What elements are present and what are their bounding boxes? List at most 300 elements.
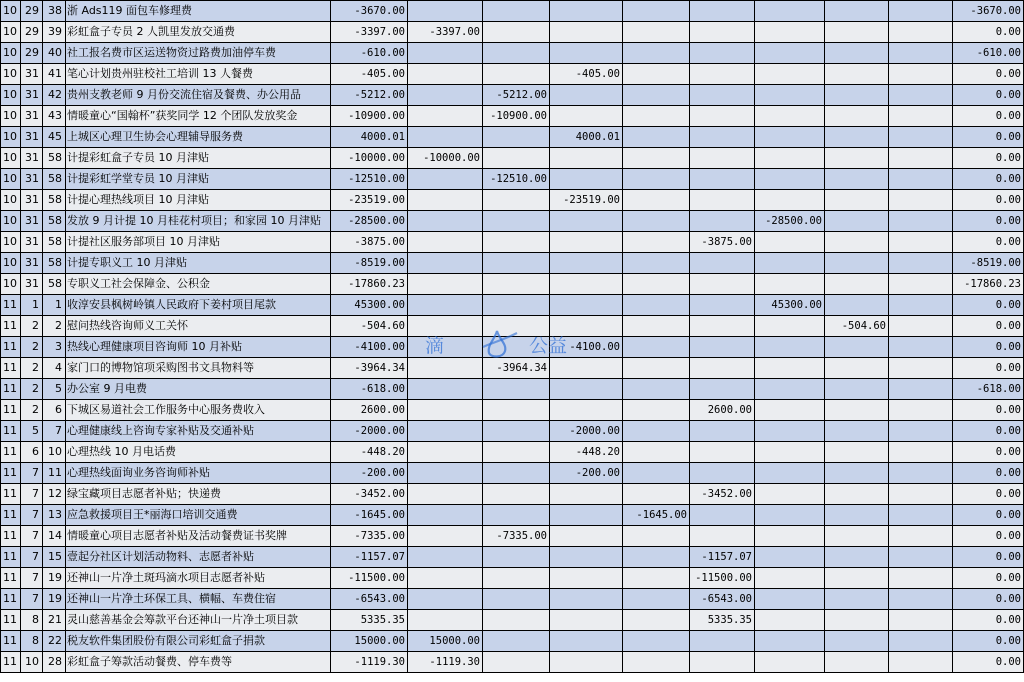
community-cell: [690, 43, 755, 64]
summary-cell: 彩虹盒子筹款活动餐费、停车费等: [66, 652, 331, 673]
amount-cell: -28500.00: [331, 211, 408, 232]
emergency-cell: [623, 169, 690, 190]
psych-hotline-cell: [550, 1, 623, 22]
community-cell: [690, 295, 755, 316]
village-project-cell: [755, 169, 825, 190]
village-project-cell: [755, 589, 825, 610]
rainbow-box-cell: [408, 232, 483, 253]
amount-cell: -17860.23: [331, 274, 408, 295]
month-cell: 11: [1, 316, 21, 337]
volunteer-care-cell: [825, 1, 889, 22]
rainbow-school-cell: -10900.00: [483, 106, 550, 127]
day-cell: 7: [21, 568, 43, 589]
summary-cell: 绿宝藏项目志愿者补贴；快递费: [66, 484, 331, 505]
volunteer-care-cell: [825, 400, 889, 421]
day-cell: 31: [21, 274, 43, 295]
month-cell: 10: [1, 106, 21, 127]
other-project-cell: [889, 505, 953, 526]
amount-cell: -1119.30: [331, 652, 408, 673]
summary-cell: 计提彩虹学堂专员 10 月津贴: [66, 169, 331, 190]
day-cell: 31: [21, 127, 43, 148]
rainbow-school-cell: [483, 232, 550, 253]
balance-cell: 0.00: [953, 463, 1024, 484]
voucher-cell: 14: [43, 526, 66, 547]
psych-hotline-cell: -2000.00: [550, 421, 623, 442]
voucher-cell: 41: [43, 64, 66, 85]
month-cell: 11: [1, 547, 21, 568]
village-project-cell: [755, 64, 825, 85]
rainbow-school-cell: [483, 148, 550, 169]
other-project-cell: [889, 568, 953, 589]
emergency-cell: [623, 484, 690, 505]
rainbow-box-cell: [408, 526, 483, 547]
community-cell: -11500.00: [690, 568, 755, 589]
rainbow-school-cell: [483, 190, 550, 211]
month-cell: 10: [1, 1, 21, 22]
village-project-cell: [755, 274, 825, 295]
table-row: [1, 568, 1024, 589]
rainbow-school-cell: [483, 631, 550, 652]
other-project-cell: [889, 64, 953, 85]
emergency-cell: [623, 400, 690, 421]
community-cell: [690, 442, 755, 463]
community-cell: [690, 211, 755, 232]
other-project-cell: [889, 484, 953, 505]
village-project-cell: [755, 232, 825, 253]
psych-hotline-cell: [550, 274, 623, 295]
community-cell: [690, 631, 755, 652]
village-project-cell: 45300.00: [755, 295, 825, 316]
amount-cell: -1157.07: [331, 547, 408, 568]
summary-cell: 计提彩虹盒子专员 10 月津贴: [66, 148, 331, 169]
summary-cell: 还神山一片净土斑玛滴水项目志愿者补贴: [66, 568, 331, 589]
summary-cell: 发放 9 月计提 10 月桂花村项目；和家园 10 月津贴: [66, 211, 331, 232]
village-project-cell: [755, 526, 825, 547]
psych-hotline-cell: [550, 43, 623, 64]
psych-hotline-cell: [550, 316, 623, 337]
day-cell: 2: [21, 337, 43, 358]
emergency-cell: [623, 442, 690, 463]
day-cell: 31: [21, 169, 43, 190]
emergency-cell: [623, 106, 690, 127]
psych-hotline-cell: -200.00: [550, 463, 623, 484]
emergency-cell: [623, 274, 690, 295]
other-project-cell: [889, 610, 953, 631]
table-row: [1, 127, 1024, 148]
table-row: [1, 106, 1024, 127]
summary-cell: 情暖童心项目志愿者补贴及活动餐费证书奖牌: [66, 526, 331, 547]
other-project-cell: [889, 547, 953, 568]
psych-hotline-cell: [550, 652, 623, 673]
psych-hotline-cell: -4100.00: [550, 337, 623, 358]
day-cell: 31: [21, 190, 43, 211]
amount-cell: -4100.00: [331, 337, 408, 358]
volunteer-care-cell: [825, 211, 889, 232]
summary-cell: 计提社区服务部项目 10 月津贴: [66, 232, 331, 253]
table-row: [1, 1, 1024, 22]
voucher-cell: 28: [43, 652, 66, 673]
summary-cell: 笔心计划贵州驻校社工培训 13 人餐费: [66, 64, 331, 85]
village-project-cell: [755, 505, 825, 526]
rainbow-school-cell: [483, 64, 550, 85]
amount-cell: -10900.00: [331, 106, 408, 127]
rainbow-school-cell: [483, 463, 550, 484]
balance-cell: -8519.00: [953, 253, 1024, 274]
table-row: [1, 484, 1024, 505]
psych-hotline-cell: -448.20: [550, 442, 623, 463]
village-project-cell: [755, 85, 825, 106]
amount-cell: -6543.00: [331, 589, 408, 610]
other-project-cell: [889, 169, 953, 190]
amount-cell: -3964.34: [331, 358, 408, 379]
table-row: [1, 631, 1024, 652]
month-cell: 11: [1, 526, 21, 547]
day-cell: 2: [21, 358, 43, 379]
day-cell: 29: [21, 22, 43, 43]
community-cell: -1157.07: [690, 547, 755, 568]
balance-cell: 0.00: [953, 442, 1024, 463]
volunteer-care-cell: [825, 442, 889, 463]
table-row: [1, 358, 1024, 379]
balance-cell: -618.00: [953, 379, 1024, 400]
voucher-cell: 6: [43, 400, 66, 421]
psych-hotline-cell: [550, 400, 623, 421]
village-project-cell: -28500.00: [755, 211, 825, 232]
community-cell: [690, 169, 755, 190]
rainbow-school-cell: [483, 337, 550, 358]
amount-cell: -1645.00: [331, 505, 408, 526]
volunteer-care-cell: [825, 526, 889, 547]
voucher-cell: 15: [43, 547, 66, 568]
community-cell: [690, 64, 755, 85]
other-project-cell: [889, 127, 953, 148]
village-project-cell: [755, 442, 825, 463]
community-cell: [690, 505, 755, 526]
month-cell: 11: [1, 400, 21, 421]
community-cell: [690, 337, 755, 358]
amount-cell: -610.00: [331, 43, 408, 64]
summary-cell: 税友软件集团股份有限公司彩虹盒子捐款: [66, 631, 331, 652]
balance-cell: 0.00: [953, 148, 1024, 169]
amount-cell: -405.00: [331, 64, 408, 85]
village-project-cell: [755, 358, 825, 379]
volunteer-care-cell: [825, 22, 889, 43]
other-project-cell: [889, 148, 953, 169]
day-cell: 7: [21, 526, 43, 547]
month-cell: 11: [1, 568, 21, 589]
amount-cell: -618.00: [331, 379, 408, 400]
other-project-cell: [889, 190, 953, 211]
balance-cell: 0.00: [953, 589, 1024, 610]
psych-hotline-cell: [550, 589, 623, 610]
day-cell: 7: [21, 589, 43, 610]
voucher-cell: 22: [43, 631, 66, 652]
volunteer-care-cell: [825, 253, 889, 274]
month-cell: 10: [1, 64, 21, 85]
rainbow-school-cell: -7335.00: [483, 526, 550, 547]
table-row: [1, 64, 1024, 85]
day-cell: 8: [21, 610, 43, 631]
village-project-cell: [755, 148, 825, 169]
emergency-cell: [623, 127, 690, 148]
community-cell: [690, 274, 755, 295]
day-cell: 29: [21, 1, 43, 22]
table-row: [1, 85, 1024, 106]
voucher-cell: 58: [43, 190, 66, 211]
amount-cell: 2600.00: [331, 400, 408, 421]
rainbow-box-cell: [408, 295, 483, 316]
village-project-cell: [755, 400, 825, 421]
emergency-cell: [623, 652, 690, 673]
balance-cell: 0.00: [953, 652, 1024, 673]
balance-cell: -610.00: [953, 43, 1024, 64]
table-row: [1, 316, 1024, 337]
voucher-cell: 58: [43, 148, 66, 169]
rainbow-box-cell: [408, 316, 483, 337]
psych-hotline-cell: [550, 295, 623, 316]
psych-hotline-cell: [550, 22, 623, 43]
rainbow-box-cell: 15000.00: [408, 631, 483, 652]
balance-cell: -17860.23: [953, 274, 1024, 295]
voucher-cell: 11: [43, 463, 66, 484]
summary-cell: 灵山慈善基金会筹款平台还神山一片净土项目款: [66, 610, 331, 631]
amount-cell: -448.20: [331, 442, 408, 463]
community-cell: [690, 148, 755, 169]
amount-cell: -3397.00: [331, 22, 408, 43]
table-row: [1, 253, 1024, 274]
psych-hotline-cell: [550, 505, 623, 526]
day-cell: 8: [21, 631, 43, 652]
balance-cell: 0.00: [953, 568, 1024, 589]
psych-hotline-cell: [550, 232, 623, 253]
month-cell: 11: [1, 358, 21, 379]
other-project-cell: [889, 1, 953, 22]
village-project-cell: [755, 547, 825, 568]
volunteer-care-cell: -504.60: [825, 316, 889, 337]
summary-cell: 家门口的博物馆项采购图书文具物料等: [66, 358, 331, 379]
volunteer-care-cell: [825, 484, 889, 505]
summary-cell: 热线心理健康项目咨询师 10 月补贴: [66, 337, 331, 358]
community-cell: -3452.00: [690, 484, 755, 505]
rainbow-box-cell: [408, 358, 483, 379]
voucher-cell: 38: [43, 1, 66, 22]
other-project-cell: [889, 400, 953, 421]
day-cell: 2: [21, 400, 43, 421]
rainbow-box-cell: [408, 379, 483, 400]
volunteer-care-cell: [825, 379, 889, 400]
voucher-cell: 2: [43, 316, 66, 337]
table-row: [1, 274, 1024, 295]
day-cell: 31: [21, 106, 43, 127]
summary-cell: 办公室 9 月电费: [66, 379, 331, 400]
rainbow-school-cell: -12510.00: [483, 169, 550, 190]
day-cell: 31: [21, 232, 43, 253]
volunteer-care-cell: [825, 421, 889, 442]
rainbow-box-cell: [408, 253, 483, 274]
summary-cell: 贵州支教老师 9 月份交流住宿及餐费、办公用品: [66, 85, 331, 106]
balance-cell: 0.00: [953, 316, 1024, 337]
other-project-cell: [889, 43, 953, 64]
emergency-cell: [623, 568, 690, 589]
balance-cell: 0.00: [953, 169, 1024, 190]
voucher-cell: 42: [43, 85, 66, 106]
volunteer-care-cell: [825, 127, 889, 148]
voucher-cell: 58: [43, 169, 66, 190]
emergency-cell: [623, 22, 690, 43]
other-project-cell: [889, 421, 953, 442]
month-cell: 11: [1, 337, 21, 358]
amount-cell: -2000.00: [331, 421, 408, 442]
table-row: [1, 295, 1024, 316]
rainbow-school-cell: [483, 652, 550, 673]
emergency-cell: [623, 148, 690, 169]
rainbow-box-cell: [408, 337, 483, 358]
volunteer-care-cell: [825, 169, 889, 190]
balance-cell: 0.00: [953, 295, 1024, 316]
amount-cell: 45300.00: [331, 295, 408, 316]
other-project-cell: [889, 274, 953, 295]
emergency-cell: [623, 358, 690, 379]
summary-cell: 心理健康线上咨询专家补贴及交通补贴: [66, 421, 331, 442]
rainbow-box-cell: [408, 1, 483, 22]
day-cell: 2: [21, 316, 43, 337]
table-row: [1, 43, 1024, 64]
voucher-cell: 45: [43, 127, 66, 148]
rainbow-school-cell: [483, 505, 550, 526]
volunteer-care-cell: [825, 337, 889, 358]
table-row: [1, 22, 1024, 43]
rainbow-box-cell: [408, 505, 483, 526]
emergency-cell: [623, 43, 690, 64]
month-cell: 11: [1, 421, 21, 442]
village-project-cell: [755, 463, 825, 484]
village-project-cell: [755, 190, 825, 211]
table-row: [1, 211, 1024, 232]
volunteer-care-cell: [825, 85, 889, 106]
rainbow-school-cell: [483, 22, 550, 43]
emergency-cell: [623, 253, 690, 274]
emergency-cell: [623, 463, 690, 484]
community-cell: [690, 85, 755, 106]
voucher-cell: 7: [43, 421, 66, 442]
volunteer-care-cell: [825, 547, 889, 568]
month-cell: 11: [1, 484, 21, 505]
volunteer-care-cell: [825, 64, 889, 85]
rainbow-box-cell: [408, 589, 483, 610]
month-cell: 10: [1, 253, 21, 274]
psych-hotline-cell: [550, 85, 623, 106]
village-project-cell: [755, 568, 825, 589]
village-project-cell: [755, 610, 825, 631]
summary-cell: 壹起分社区计划活动物料、志愿者补贴: [66, 547, 331, 568]
month-cell: 11: [1, 589, 21, 610]
day-cell: 1: [21, 295, 43, 316]
other-project-cell: [889, 337, 953, 358]
village-project-cell: [755, 379, 825, 400]
psych-hotline-cell: -405.00: [550, 64, 623, 85]
rainbow-box-cell: [408, 610, 483, 631]
voucher-cell: 58: [43, 211, 66, 232]
volunteer-care-cell: [825, 589, 889, 610]
emergency-cell: [623, 64, 690, 85]
voucher-cell: 4: [43, 358, 66, 379]
rainbow-box-cell: [408, 43, 483, 64]
summary-cell: 收淳安县枫树岭镇人民政府下姜村项目尾款: [66, 295, 331, 316]
amount-cell: 15000.00: [331, 631, 408, 652]
voucher-cell: 19: [43, 568, 66, 589]
other-project-cell: [889, 652, 953, 673]
emergency-cell: [623, 589, 690, 610]
emergency-cell: [623, 316, 690, 337]
volunteer-care-cell: [825, 652, 889, 673]
month-cell: 11: [1, 610, 21, 631]
balance-cell: 0.00: [953, 421, 1024, 442]
emergency-cell: [623, 295, 690, 316]
month-cell: 11: [1, 295, 21, 316]
community-cell: -6543.00: [690, 589, 755, 610]
balance-cell: 0.00: [953, 232, 1024, 253]
day-cell: 29: [21, 43, 43, 64]
voucher-cell: 10: [43, 442, 66, 463]
other-project-cell: [889, 106, 953, 127]
summary-cell: 浙 Ads119 面包车修理费: [66, 1, 331, 22]
rainbow-school-cell: [483, 316, 550, 337]
balance-cell: 0.00: [953, 85, 1024, 106]
community-cell: 5335.35: [690, 610, 755, 631]
psych-hotline-cell: [550, 148, 623, 169]
summary-cell: 情暖童心“国翰杯”获奖同学 12 个团队发放奖金: [66, 106, 331, 127]
rainbow-school-cell: -3964.34: [483, 358, 550, 379]
voucher-cell: 58: [43, 232, 66, 253]
rainbow-school-cell: [483, 253, 550, 274]
volunteer-care-cell: [825, 505, 889, 526]
community-cell: [690, 463, 755, 484]
balance-cell: 0.00: [953, 211, 1024, 232]
ledger-body: [1, 1, 1024, 673]
psych-hotline-cell: [550, 484, 623, 505]
table-row: [1, 421, 1024, 442]
village-project-cell: [755, 652, 825, 673]
other-project-cell: [889, 295, 953, 316]
balance-cell: 0.00: [953, 400, 1024, 421]
summary-cell: 慰问热线咨询师义工关怀: [66, 316, 331, 337]
summary-cell: 计提心理热线项目 10 月津贴: [66, 190, 331, 211]
watermark-char-3: 公益: [529, 335, 568, 357]
rainbow-school-cell: -5212.00: [483, 85, 550, 106]
other-project-cell: [889, 589, 953, 610]
summary-cell: 计提专职义工 10 月津贴: [66, 253, 331, 274]
month-cell: 10: [1, 274, 21, 295]
month-cell: 11: [1, 463, 21, 484]
psych-hotline-cell: [550, 379, 623, 400]
emergency-cell: [623, 610, 690, 631]
emergency-cell: [623, 379, 690, 400]
psych-hotline-cell: [550, 610, 623, 631]
other-project-cell: [889, 526, 953, 547]
amount-cell: 4000.01: [331, 127, 408, 148]
village-project-cell: [755, 631, 825, 652]
rainbow-school-cell: [483, 1, 550, 22]
summary-cell: 彩虹盒子专员 2 人凯里发放交通费: [66, 22, 331, 43]
balance-cell: 0.00: [953, 631, 1024, 652]
voucher-cell: 12: [43, 484, 66, 505]
rainbow-box-cell: [408, 106, 483, 127]
balance-cell: 0.00: [953, 64, 1024, 85]
community-cell: [690, 379, 755, 400]
month-cell: 10: [1, 211, 21, 232]
rainbow-school-cell: [483, 43, 550, 64]
amount-cell: -8519.00: [331, 253, 408, 274]
